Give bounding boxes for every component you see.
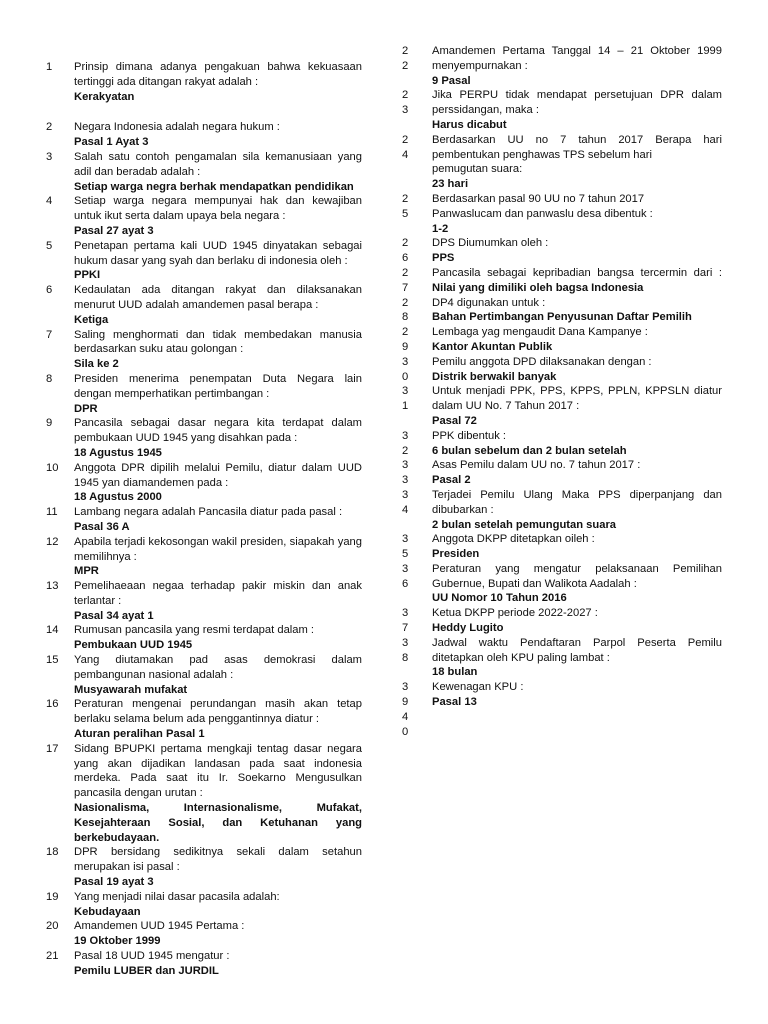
question-line xyxy=(402,59,722,74)
item-number: 9 xyxy=(46,417,53,430)
item-number-digit: 2 xyxy=(402,237,409,250)
item-number-digit: 3 xyxy=(402,474,409,487)
question-text: Terjadei Pemilu Ulang Maka PPS diperpanjang dan xyxy=(432,488,722,501)
question-text: Yang menjadi nilai dasar pacasila adalah: xyxy=(74,890,280,903)
question-line xyxy=(402,266,722,281)
question-line xyxy=(402,384,722,399)
item-number: 13 xyxy=(46,580,59,593)
answer-text: Pasal 13 xyxy=(432,696,477,709)
answer-text: UU Nomor 10 Tahun 2016 xyxy=(432,592,567,605)
item-number: 15 xyxy=(46,654,59,667)
question-text: perssidangan, maka : xyxy=(432,104,539,117)
question-line xyxy=(402,429,722,444)
item-number-digit: 9 xyxy=(402,696,409,709)
question-line xyxy=(402,606,722,621)
item-number-digit xyxy=(402,591,432,606)
item-number-digit xyxy=(402,74,432,89)
left-question-column xyxy=(46,60,362,979)
question-line xyxy=(402,488,722,503)
question-text: Salah satu contoh pengamalan sila kemanusiaan yang adil dan beradab adalah : xyxy=(74,150,362,178)
qa-item xyxy=(46,150,362,194)
qa-item xyxy=(46,283,362,327)
answer-text: Presiden xyxy=(432,548,480,561)
item-number: 17 xyxy=(46,742,59,755)
answer-text: 18 Agustus 2000 xyxy=(74,491,162,504)
question-text: Lambang negara adalah Pancasila diatur pada pasal : xyxy=(74,506,343,519)
answer-line xyxy=(402,444,722,459)
item-number-digit: 7 xyxy=(402,622,409,635)
answer-text: 23 hari xyxy=(432,178,469,191)
answer-text: 9 Pasal xyxy=(432,74,471,87)
question-line xyxy=(402,192,722,207)
item-number-digit: 3 xyxy=(402,429,409,442)
answer-line xyxy=(402,414,722,429)
qa-item xyxy=(46,416,362,460)
question-line xyxy=(402,636,722,651)
question-text: Saling menghormati dan tidak membedakan manusia berdasarkan suku atau golongan : xyxy=(74,328,362,356)
item-number: 4 xyxy=(46,195,53,208)
answer-text: Nilai yang dimiliki oleh bagsa Indonesia xyxy=(432,281,644,294)
answer-text: 6 bulan sebelum dan 2 bulan setelah xyxy=(432,444,627,457)
question-line xyxy=(402,562,722,577)
question-text: ditetapkan oleh KPU paling lambat : xyxy=(432,651,610,664)
item-number-digit: 9 xyxy=(402,340,409,353)
question-text: Berdasarkan UU no 7 tahun 2017 Berapa hari xyxy=(432,133,722,146)
question-text: Setiap warga negara mempunyai hak dan kewajiban untuk ikut serta dalam upaya bela negara : xyxy=(74,195,362,223)
qa-item xyxy=(46,949,362,979)
item-number-digit: 2 xyxy=(402,266,409,279)
question-line xyxy=(402,577,722,592)
answer-line xyxy=(402,547,722,562)
answer-line xyxy=(402,310,722,325)
answer-text: Distrik berwakil banyak xyxy=(432,370,557,383)
item-number-digit: 2 xyxy=(402,326,409,339)
question-text: Asas Pemilu dalam UU no. 7 tahun 2017 : xyxy=(432,459,641,472)
question-text: Untuk menjadi PPK, PPS, KPPS, PPLN, KPPSLN diatur xyxy=(432,385,722,398)
item-number-digit: 3 xyxy=(402,562,409,575)
answer-line xyxy=(402,695,722,710)
question-text: Pasal 18 UUD 1945 mengatur : xyxy=(74,950,230,963)
question-line xyxy=(402,532,722,547)
item-number: 12 xyxy=(46,535,59,548)
question-line xyxy=(402,207,722,222)
item-number-digit: 2 xyxy=(402,133,409,146)
answer-line xyxy=(402,177,722,192)
item-number: 20 xyxy=(46,920,59,933)
question-line xyxy=(402,133,722,148)
question-line xyxy=(402,725,722,740)
item-number-digit: 3 xyxy=(402,104,409,117)
item-number-digit: 5 xyxy=(402,207,409,220)
item-number-digit: 3 xyxy=(402,681,409,694)
item-number: 1 xyxy=(46,61,53,73)
answer-text: Pasal 1 Ayat 3 xyxy=(74,136,149,149)
question-text: Gubernue, Bupati dan Walikota Aadalah : xyxy=(432,577,637,590)
item-number-digit: 3 xyxy=(402,533,409,546)
answer-text: Pasal 19 ayat 3 xyxy=(74,876,154,889)
question-line xyxy=(402,355,722,370)
spacer xyxy=(46,104,362,120)
answer-text: Heddy Lugito xyxy=(432,622,504,635)
question-text: Presiden menerima penempatan Duta Negara lain dengan memperhatikan pertimbangan : xyxy=(74,372,362,400)
answer-text: Sila ke 2 xyxy=(74,358,119,371)
item-number-digit: 6 xyxy=(402,577,409,590)
question-text: Amandemen UUD 1945 Pertama : xyxy=(74,920,245,933)
item-number: 14 xyxy=(46,624,59,637)
item-number: 18 xyxy=(46,846,59,859)
question-text: Peraturan yang mengatur pelaksanaan Pemilihan xyxy=(432,562,722,575)
answer-line xyxy=(402,281,722,296)
question-line xyxy=(402,325,722,340)
item-number-digit: 2 xyxy=(402,45,409,57)
question-text: dibubarkan : xyxy=(432,503,494,516)
question-text: Kedaulatan ada ditangan rakyat dan dilaksanakan menurut UUD adalah amandemen pasal berapa : xyxy=(74,284,362,311)
item-number-digit: 2 xyxy=(402,192,409,205)
question-text: menyempurnakan : xyxy=(432,59,528,72)
item-number-digit: 2 xyxy=(402,89,409,102)
question-line xyxy=(402,162,722,177)
qa-item xyxy=(46,60,362,104)
answer-text: Pasal 72 xyxy=(432,414,477,427)
item-number-digit: 3 xyxy=(402,385,409,398)
question-text: Anggota DKPP ditetapkan oileh : xyxy=(432,533,595,546)
question-line xyxy=(402,88,722,103)
question-text: Jika PERPU tidak mendapat persetujuan DPR dalam xyxy=(432,89,722,102)
answer-text: 1-2 xyxy=(432,222,449,235)
item-number-digit xyxy=(402,118,432,133)
question-text xyxy=(432,725,722,740)
item-number-digit: 4 xyxy=(402,710,409,723)
item-number-digit: 8 xyxy=(402,311,409,324)
question-text: DPR bersidang sedikitnya sekali dalam setahun merupakan isi pasal : xyxy=(74,846,362,874)
item-number-digit: 0 xyxy=(402,725,409,738)
question-text: Sidang BPUPKI pertama mengkaji tentag dasar negara yang akan dijadikan landasan pada saat indonesia merdeka. Pada saat itu Ir. Soekarno Mengusulkan pancasila dengan urutan : xyxy=(74,742,362,800)
answer-line xyxy=(402,340,722,355)
item-number: 21 xyxy=(46,950,59,963)
answer-line xyxy=(402,370,722,385)
question-text: Yang diutamakan pad asas demokrasi dalam pembangunan nasional adalah : xyxy=(74,654,362,681)
qa-item xyxy=(46,239,362,283)
answer-text: Setiap warga negra berhak mendapatkan pendidikan xyxy=(74,180,354,193)
question-line xyxy=(402,236,722,251)
qa-item xyxy=(46,919,362,949)
item-number-digit: 2 xyxy=(402,444,409,457)
question-text: Jadwal waktu Pendaftaran Parpol Peserta Pemilu xyxy=(432,636,722,649)
item-number-digit xyxy=(402,177,432,192)
qa-item xyxy=(46,845,362,889)
item-number-digit: 8 xyxy=(402,651,409,664)
item-number-digit: 6 xyxy=(402,252,409,265)
question-line xyxy=(402,399,722,414)
question-text: Peraturan mengenai perundangan masih akan tetap berlaku selama belum ada penggantinnya diatur : xyxy=(74,698,362,726)
answer-line xyxy=(402,665,722,680)
qa-item xyxy=(46,623,362,653)
question-text: Apabila terjadi kekosongan wakil presiden, siapakah yang memilihnya : xyxy=(74,535,362,563)
answer-text: 18 Agustus 1945 xyxy=(74,446,162,459)
answer-line xyxy=(402,118,722,133)
question-text: Amandemen Pertama Tanggal 14 – 21 Oktober 1999 xyxy=(432,45,722,57)
answer-text: Musyawarah mufakat xyxy=(74,683,188,696)
question-text: Ketua DKPP periode 2022-2027 : xyxy=(432,607,598,620)
question-text: pembentukan penghawas TPS sebelum hari xyxy=(432,148,652,161)
qa-item xyxy=(46,194,362,238)
answer-line xyxy=(402,74,722,89)
question-text: Penetapan pertama kali UUD 1945 dinyatakan sebagai hukum dasar yang syah dan berlaku di indonesia oleh : xyxy=(74,239,362,267)
question-text: Pemelihaeaan negaa terhadap pakir miskin dan anak terlantar : xyxy=(74,580,362,607)
question-text: Kewenagan KPU : xyxy=(432,681,524,694)
item-number-digit: 3 xyxy=(402,355,409,368)
item-number: 19 xyxy=(46,890,59,903)
item-number-digit xyxy=(402,414,432,429)
question-line xyxy=(402,503,722,518)
question-text: Berdasarkan pasal 90 UU no 7 tahun 2017 xyxy=(432,192,645,205)
item-number-digit: 7 xyxy=(402,281,409,294)
qa-item xyxy=(46,328,362,372)
qa-item xyxy=(46,579,362,623)
answer-text: DPR xyxy=(74,402,98,415)
question-text: Pemilu anggota DPD dilaksanakan dengan : xyxy=(432,355,652,368)
question-line xyxy=(402,680,722,695)
item-number-digit: 2 xyxy=(402,296,409,309)
qa-item xyxy=(46,505,362,535)
answer-line xyxy=(402,222,722,237)
qa-item xyxy=(46,372,362,416)
question-text: pemugutan suara: xyxy=(432,163,523,176)
answer-text: Pasal 34 ayat 1 xyxy=(74,609,154,622)
answer-text: Harus dicabut xyxy=(432,118,507,131)
item-number-digit: 0 xyxy=(402,370,409,383)
answer-line xyxy=(402,518,722,533)
question-text: Rumusan pancasila yang resmi terdapat dalam : xyxy=(74,624,315,637)
qa-item xyxy=(46,742,362,846)
question-line xyxy=(402,44,722,59)
question-line xyxy=(402,296,722,311)
question-text: dalam UU No. 7 Tahun 2017 : xyxy=(432,400,580,413)
item-number-digit xyxy=(402,222,432,237)
qa-item xyxy=(46,890,362,920)
qa-item xyxy=(46,120,362,150)
question-text: Negara Indonesia adalah negara hukum : xyxy=(74,121,280,134)
question-text: Anggota DPR dipilih melalui Pemilu, diatur dalam UUD 1945 yan diamandemen pada : xyxy=(74,461,362,489)
question-text: Lembaga yag mengaudit Dana Kampanye : xyxy=(432,326,648,339)
question-text: Panwaslucam dan panwaslu desa dibentuk : xyxy=(432,207,653,220)
item-number: 5 xyxy=(46,239,53,252)
qa-item xyxy=(46,461,362,505)
qa-item xyxy=(46,653,362,697)
question-text: PPK dibentuk : xyxy=(432,429,507,442)
item-number: 7 xyxy=(46,328,53,341)
answer-text: Nasionalisma, Internasionalisme, Mufakat, Kesejahteraan Sosial, dan Ketuhanan yang berkebudayaan. xyxy=(74,802,362,844)
question-text: DP4 digunakan untuk : xyxy=(432,296,546,309)
item-number-digit xyxy=(402,162,432,177)
item-number-digit: 1 xyxy=(402,400,409,413)
item-number: 6 xyxy=(46,284,53,297)
item-number: 8 xyxy=(46,372,53,385)
answer-text: Pasal 36 A xyxy=(74,520,130,533)
answer-text: Aturan peralihan Pasal 1 xyxy=(74,728,205,741)
answer-text: MPR xyxy=(74,565,99,578)
question-line xyxy=(402,651,722,666)
question-text xyxy=(432,710,722,725)
item-number-digit xyxy=(402,665,432,680)
answer-text: Kebudayaan xyxy=(74,905,141,918)
answer-line xyxy=(402,251,722,266)
answer-text: 19 Oktober 1999 xyxy=(74,935,161,948)
answer-line xyxy=(402,621,722,636)
answer-text: Kantor Akuntan Publik xyxy=(432,340,553,353)
answer-text: Pasal 2 xyxy=(432,474,471,487)
answer-text: Pasal 27 ayat 3 xyxy=(74,224,154,237)
answer-text: Pembukaan UUD 1945 xyxy=(74,639,193,652)
item-number-digit: 4 xyxy=(402,148,409,161)
answer-text: 2 bulan setelah pemungutan suara xyxy=(432,518,617,531)
question-text: DPS Diumumkan oleh : xyxy=(432,237,549,250)
item-number-digit: 3 xyxy=(402,459,409,472)
qa-item xyxy=(46,535,362,579)
answer-text: Ketiga xyxy=(74,313,109,326)
question-line xyxy=(402,458,722,473)
question-text: Pancasila sebagai dasar negara kita terdapat dalam pembukaan UUD 1945 yang disahkan pada : xyxy=(74,417,362,445)
item-number-digit: 5 xyxy=(402,548,409,561)
answer-text: Bahan Pertimbangan Penyusunan Daftar Pemilih xyxy=(432,311,692,324)
answer-line xyxy=(402,473,722,488)
answer-text: PPS xyxy=(432,252,455,265)
item-number-digit: 3 xyxy=(402,607,409,620)
answer-line xyxy=(402,591,722,606)
question-line xyxy=(402,710,722,725)
item-number-digit: 2 xyxy=(402,59,409,72)
right-question-column xyxy=(402,44,722,739)
item-number-digit: 3 xyxy=(402,488,409,501)
item-number: 16 xyxy=(46,698,59,711)
answer-text: Kerakyatan xyxy=(74,90,135,103)
question-line xyxy=(402,103,722,118)
answer-text: 18 bulan xyxy=(432,666,478,679)
item-number-digit xyxy=(402,518,432,533)
item-number: 3 xyxy=(46,150,53,163)
item-number: 10 xyxy=(46,461,59,474)
item-number-digit: 4 xyxy=(402,503,409,516)
answer-text: Pemilu LUBER dan JURDIL xyxy=(74,964,219,977)
item-number: 2 xyxy=(46,121,53,134)
question-text: Pancasila sebagai kepribadian bangsa tercermin dari : xyxy=(432,266,722,279)
answer-text: PPKI xyxy=(74,269,101,282)
question-line xyxy=(402,148,722,163)
item-number-digit: 3 xyxy=(402,636,409,649)
question-text: Prinsip dimana adanya pengakuan bahwa kekuasaan tertinggi ada ditangan rakyat adalah : xyxy=(74,61,362,88)
item-number: 11 xyxy=(46,506,58,519)
qa-item xyxy=(46,697,362,741)
